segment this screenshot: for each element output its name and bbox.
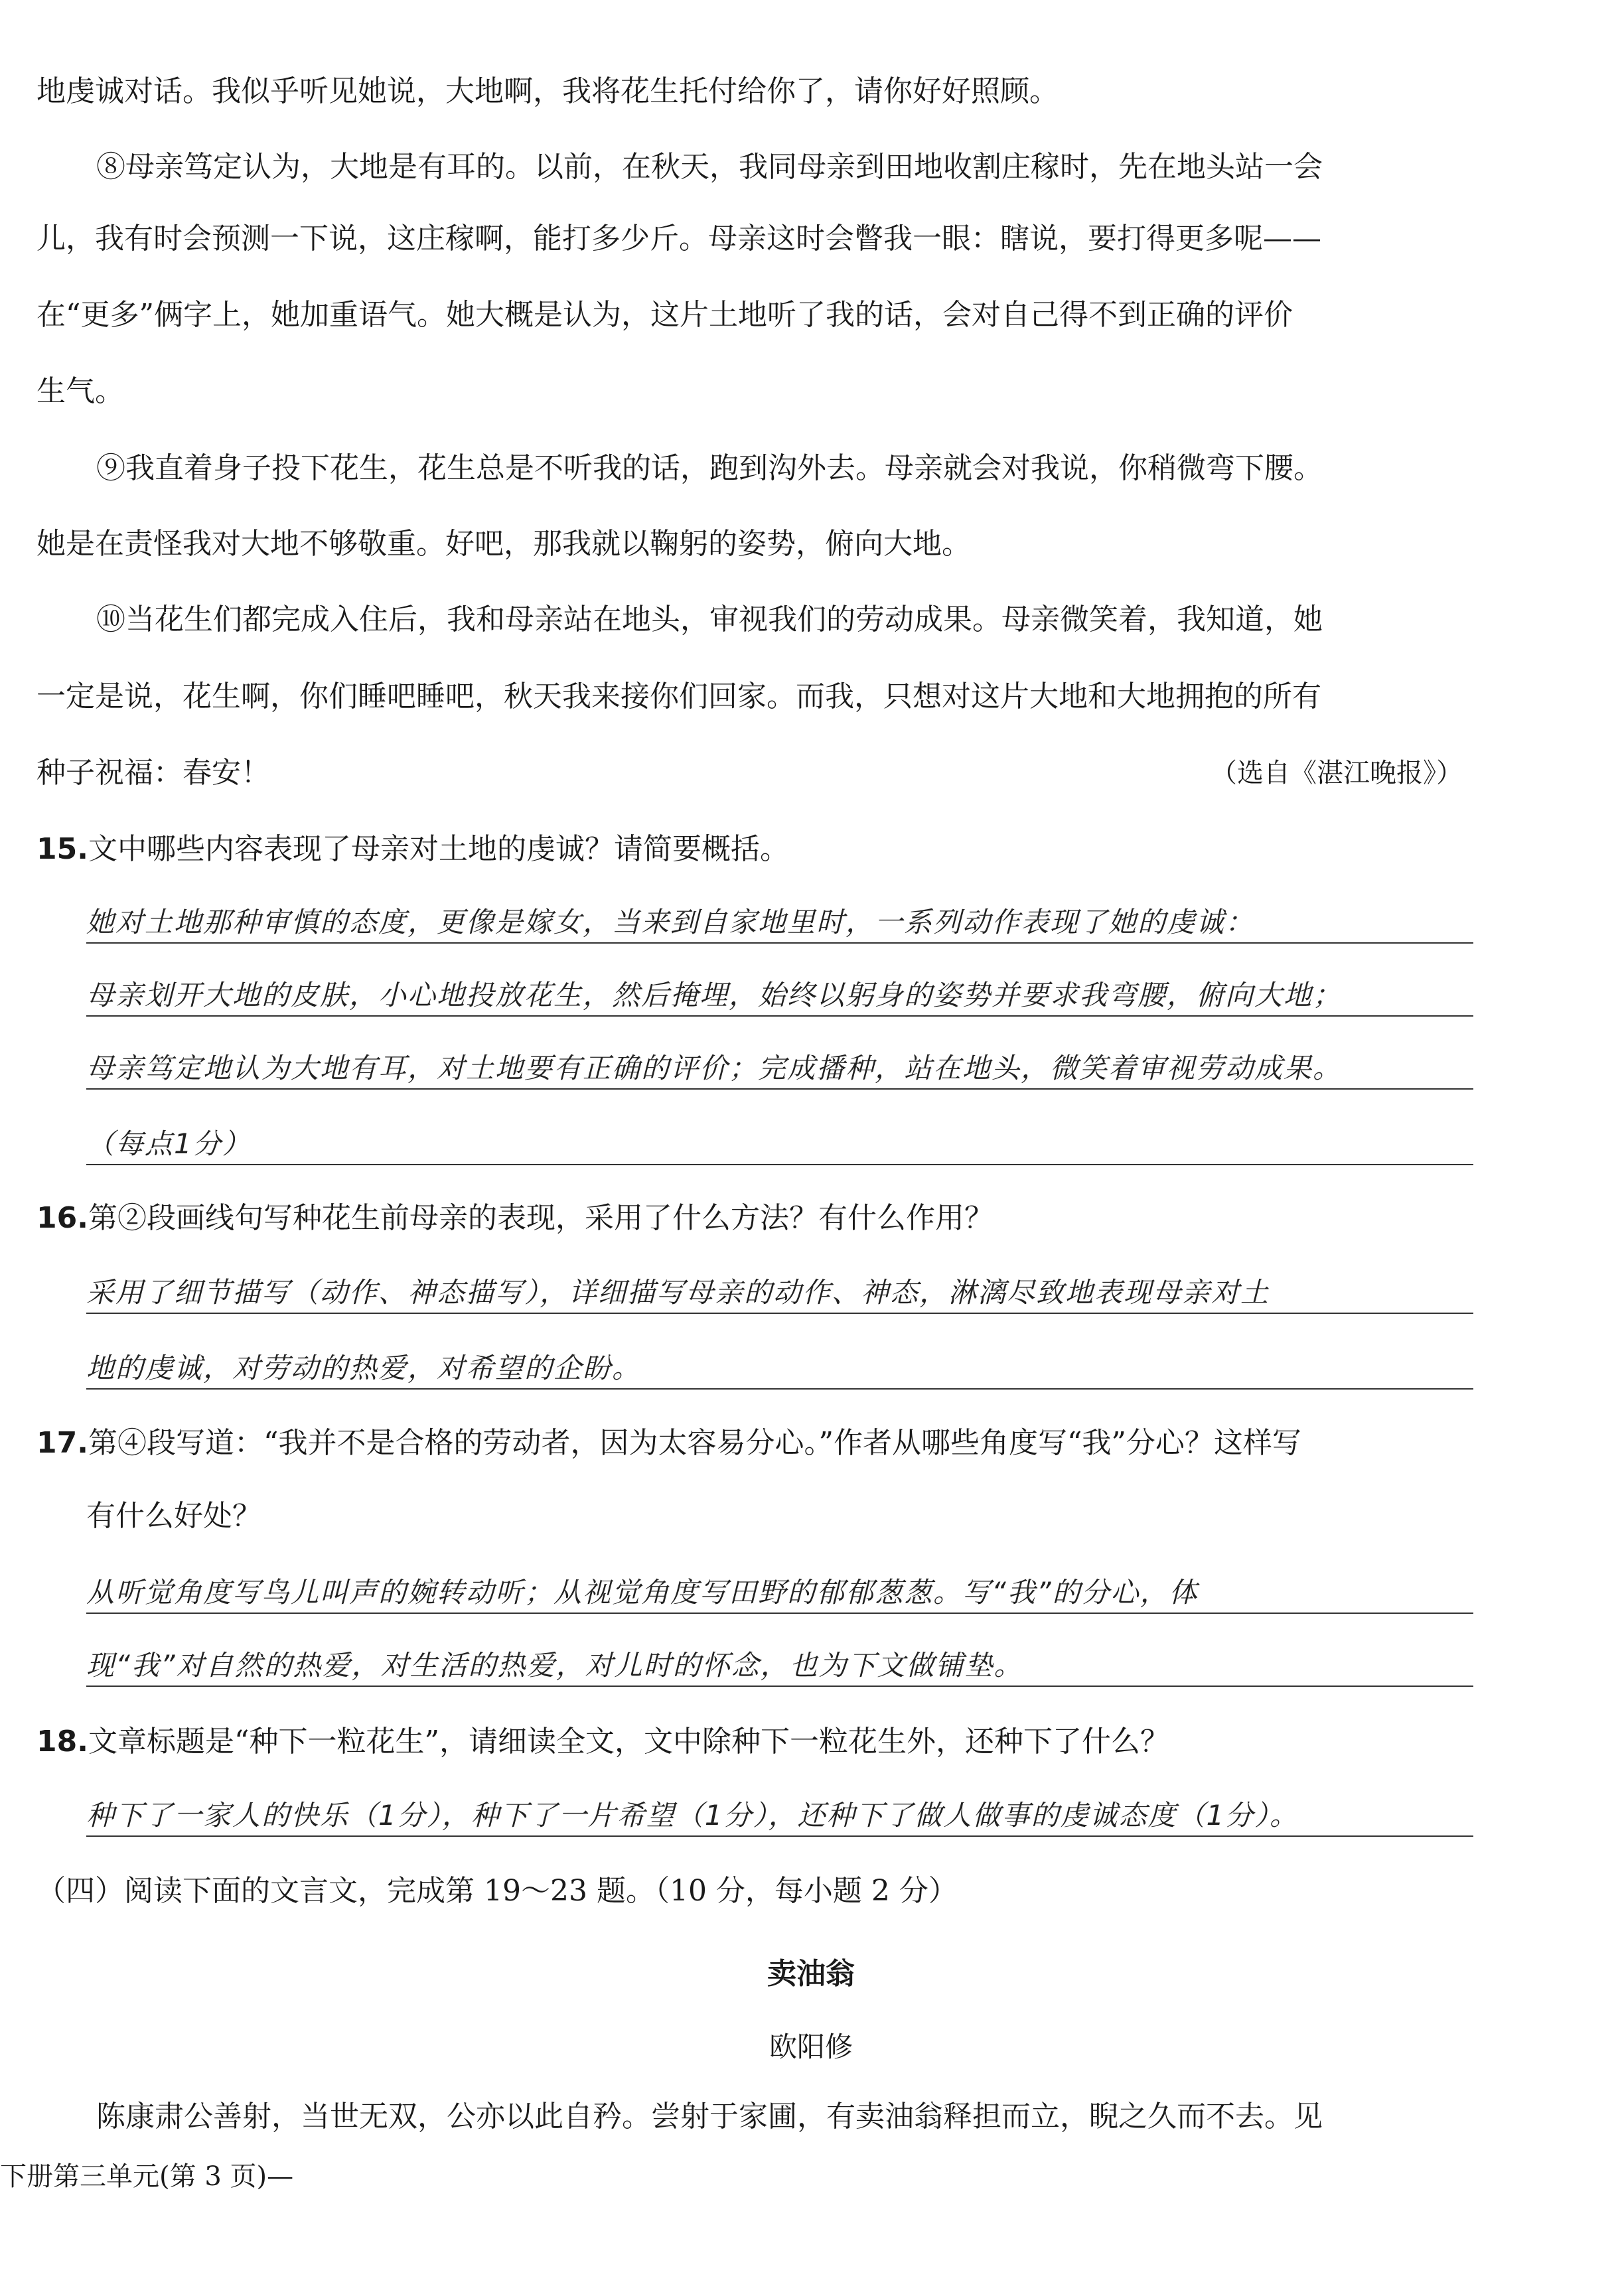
- question-17-cont: 有什么好处？: [86, 1499, 261, 1533]
- answer-17-line: 现“我”对自然的热爱，对生活的热爱，对儿时的怀念，也为下文做铺垫。: [86, 1646, 1473, 1687]
- answer-15-line: 母亲划开大地的皮肤，小心地投放花生，然后掩埋，始终以躬身的姿势并要求我弯腰，俯向大地；: [86, 975, 1473, 1017]
- question-16: 16.第②段画线句写种花生前母亲的表现，采用了什么方法？有什么作用？: [37, 1201, 994, 1235]
- question-15: 15.文中哪些内容表现了母亲对土地的虔诚？请简要概括。: [37, 832, 789, 866]
- question-18: 18.文章标题是“种下一粒花生”，请细读全文，文中除种下一粒花生外，还种下了什么？: [37, 1725, 1169, 1758]
- answer-15-line: （每点1分）: [86, 1124, 1473, 1165]
- answer-16-line: 地的虔诚，对劳动的热爱，对希望的企盼。: [86, 1348, 1473, 1390]
- question-17: 17.第④段写道：“我并不是合格的劳动者，因为太容易分心。”作者从哪些角度写“我”分心？这样写: [37, 1426, 1301, 1460]
- passage-line: 在“更多”俩字上，她加重语气。她大概是认为，这片土地听了我的话，会对自己得不到正确的评价: [37, 298, 1293, 332]
- passage-line: 儿，我有时会预测一下说，这庄稼啊，能打多少斤。母亲这时会瞥我一眼：瞎说，要打得更多呢——: [37, 222, 1321, 255]
- passage-line: 地虔诚对话。我似乎听见她说，大地啊，我将花生托付给你了，请你好好照顾。: [37, 74, 1059, 108]
- answer-15-line: 母亲笃定地认为大地有耳，对土地要有正确的评价；完成播种，站在地头，微笑着审视劳动成果。: [86, 1048, 1473, 1090]
- classical-title: 卖油翁: [767, 1957, 855, 1991]
- answer-15-line: 她对土地那种审慎的态度，更像是嫁女，当来到自家地里时，一系列动作表现了她的虔诚：: [86, 902, 1473, 944]
- answer-17-line: 从听觉角度写鸟儿叫声的婉转动听；从视觉角度写田野的郁郁葱葱。写“我”的分心，体: [86, 1573, 1473, 1614]
- page-footer: 下册第三单元(第 3 页)—: [0, 2161, 294, 2192]
- paragraph-8: ⑧母亲笃定认为，大地是有耳的。以前，在秋天，我同母亲到田地收割庄稼时，先在地头站一会: [96, 150, 1323, 184]
- paragraph-10: ⑩当花生们都完成入住后，我和母亲站在地头，审视我们的劳动成果。母亲微笑着，我知道，她: [96, 603, 1323, 636]
- passage-line: 她是在责怪我对大地不够敬重。好吧，那我就以鞠躬的姿势，俯向大地。: [37, 527, 971, 561]
- section-4-instruction: （四）阅读下面的文言文，完成第 19～23 题。（10 分，每小题 2 分）: [37, 1874, 958, 1908]
- passage-line: 种子祝福：春安！: [37, 756, 270, 790]
- paragraph-9: ⑨我直着身子投下花生，花生总是不听我的话，跑到沟外去。母亲就会对我说，你稍微弯下腰。: [96, 451, 1323, 485]
- answer-18-line: 种下了一家人的快乐（1分），种下了一片希望（1分），还种下了做人做事的虔诚态度（1分）。: [86, 1796, 1473, 1837]
- passage-line: 生气。: [37, 374, 124, 408]
- answer-16-line: 采用了细节描写（动作、神态描写），详细描写母亲的动作、神态，淋漓尽致地表现母亲对土: [86, 1273, 1473, 1314]
- classical-text-line: 陈康肃公善射，当世无双，公亦以此自矜。尝射于家圃，有卖油翁释担而立，睨之久而不去。见: [96, 2100, 1323, 2133]
- classical-author: 欧阳修: [769, 2031, 853, 2063]
- passage-line: 一定是说，花生啊，你们睡吧睡吧，秋天我来接你们回家。而我，只想对这片大地和大地拥抱的所有: [37, 680, 1321, 713]
- source-citation: （选自《湛江晚报》）: [1211, 758, 1463, 788]
